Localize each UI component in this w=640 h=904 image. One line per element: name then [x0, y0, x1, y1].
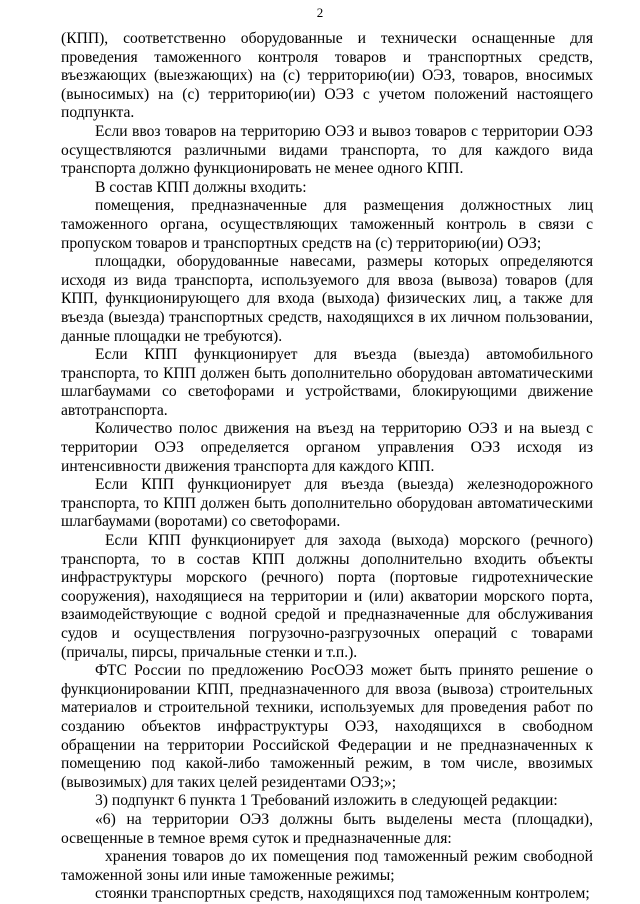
- paragraph: 3) подпункт 6 пункта 1 Требований изложить в следующей редакции:: [95, 792, 558, 810]
- document-body: [61, 30, 593, 904]
- paragraph: Если КПП функционирует для захода (выхода) морского (речного) транспорта, то в состав КПП должны дополнительно входить объекты инфраструктуры морского (речного) порта (портовые гидротехнические сооружения), находящиеся на территории и (или) акватории морского порта, взаимодействующие с водной средой и предназначенные для обслуживания судов и осуществления погрузочно-разгрузочных операций с товарами (причалы, пирсы, причальные стенки и т.п.).: [61, 532, 593, 661]
- paragraph: стоянки транспортных средств, находящихся под таможенным контролем;: [95, 885, 590, 903]
- paragraph: площадки, оборудованные навесами, размеры которых определяются исходя из вида транспорта, используемого для ввоза (вывоза) товаров (для КПП, функционирующего для входа (выхода) физических лиц, а также для въезда (выезда) транспортных средств, находящихся в их личном пользовании, данные площадки не требуются).: [61, 253, 593, 345]
- paragraph: Если КПП функционирует для въезда (выезда) железнодорожного транспорта, то КПП должен быть дополнительно оборудован автоматическими шлагбаумами (воротами) со светофорами.: [61, 476, 593, 531]
- paragraph: Если ввоз товаров на территорию ОЭЗ и вывоз товаров с территории ОЭЗ осуществляются различными видами транспорта, то для каждого вида транспорта должно функционировать не менее одного КПП.: [61, 122, 593, 178]
- page-number: 2: [316, 5, 324, 20]
- paragraph: Если КПП функционирует для въезда (выезда) автомобильного транспорта, то КПП должен быть дополнительно оборудован автоматическими шлагбаумами со светофорами и устройствами, блокирующими движение автотранспорта.: [61, 346, 593, 419]
- paragraph: «6) на территории ОЭЗ должны быть выделены места (площадки), освещенные в темное время суток и предназначенные для:: [61, 810, 593, 847]
- paragraph: (КПП), соответственно оборудованные и технически оснащенные для проведения таможенного контроля товаров и транспортных средств, въезжающих (выезжающих) на (с) территорию(ии) ОЭЗ, товаров, вносимых (выносимых) на (с) территорию(ии) ОЭЗ с учетом положений настоящего подпункта.: [61, 30, 593, 122]
- paragraph: ФТС России по предложению РосОЭЗ может быть принято решение о функционировании КПП, предназначенного для ввоза (вывоза) строительных материалов и строительной техники, используемых для проведения работ по созданию объектов инфраструктуры ОЭЗ, находящихся в свободном обращении на территории Российской Федерации и не предназначенных к помещению под какой-либо таможенный режим, в том числе, ввозимых (вывозимых) для таких целей резидентами ОЭЗ;»;: [61, 662, 593, 791]
- paragraph: хранения товаров до их помещения под таможенный режим свободной таможенной зоны или иные таможенные режимы;: [61, 848, 593, 884]
- paragraph: помещения, предназначенные для размещения должностных лиц таможенного органа, осуществляющих таможенный контроль в связи с пропуском товаров и транспортных средств на (с) территорию(ии) ОЭЗ;: [61, 197, 593, 252]
- paragraph: В состав КПП должны входить:: [95, 178, 307, 196]
- paragraph: Количество полос движения на въезд на территорию ОЭЗ и на выезд с территории ОЭЗ определяется органом управления ОЭЗ исходя из интенсивности движения транспорта для каждого КПП.: [61, 420, 593, 475]
